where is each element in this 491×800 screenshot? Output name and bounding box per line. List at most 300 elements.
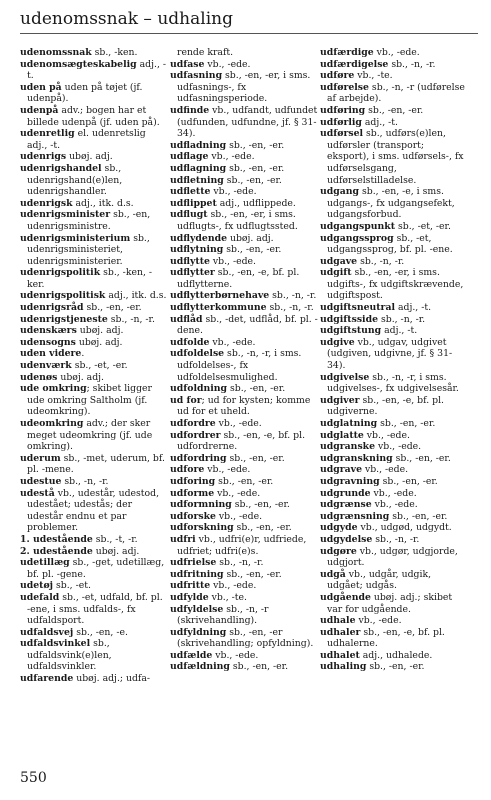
entry-headword: udgift xyxy=(320,267,352,279)
entry-headword: udforskning xyxy=(170,522,234,534)
entry-definition: sb., -en, -er. xyxy=(229,661,289,673)
dictionary-entry xyxy=(20,534,168,546)
dictionary-entry xyxy=(20,453,168,476)
entry-headword: udetillæg xyxy=(20,557,70,569)
entry-definition: vb., -ede. xyxy=(210,186,257,198)
entry-definition: . xyxy=(81,348,85,360)
entry-headword: udensogns xyxy=(20,336,76,348)
dictionary-entry xyxy=(170,267,318,290)
entry-definition: sb., -en, -er. xyxy=(366,661,425,673)
dictionary-entry xyxy=(320,105,468,117)
dictionary-entry xyxy=(320,82,468,105)
entry-definition: sb., -en, -er. xyxy=(223,244,282,256)
entry-headword: udgyde xyxy=(320,522,358,534)
dictionary-entry xyxy=(320,476,468,488)
entry-definition: sb., -et. xyxy=(53,580,91,592)
entry-definition: sb., -det, udflåd, bf. pl. -dene. xyxy=(177,313,318,337)
entry-headword: udgrunde xyxy=(320,487,371,499)
dictionary-entry xyxy=(320,534,468,546)
dictionary-entry xyxy=(170,302,318,314)
entry-definition: vb., -ede. xyxy=(215,510,263,522)
entry-headword: udgranske xyxy=(320,441,376,453)
entry-headword: udforing xyxy=(170,475,216,487)
entry-definition: sb., -n, -r. xyxy=(216,557,264,569)
entry-headword: udfordre xyxy=(170,418,216,429)
entry-definition: adj., udhalede. xyxy=(359,649,433,661)
entry-definition: vb., -ede. xyxy=(215,418,262,429)
dictionary-entry xyxy=(20,546,168,558)
dictionary-entry xyxy=(320,325,468,337)
dictionary-entry xyxy=(320,337,468,372)
entry-definition: vb., udgød, udgydt. xyxy=(357,522,452,534)
dictionary-entry xyxy=(170,233,318,245)
dictionary-entry xyxy=(320,418,468,430)
entry-definition: sb., -n, -r, i sms. udgivelses-, fx udgivelsesår. xyxy=(327,371,459,395)
entry-definition: vb., udgør, udgjorde, udgjort. xyxy=(327,545,458,569)
entry-definition: ; ud for kysten; komme ud for et uheld. xyxy=(177,394,311,418)
entry-definition: sb., -n, -r, i sms. udfoldelses-, fx udfoldelsesmulighed. xyxy=(177,348,302,383)
dictionary-entry xyxy=(170,314,318,337)
entry-headword: udgrænsning xyxy=(320,510,390,522)
entry-definition: sb., -en, -er. xyxy=(365,104,424,116)
dictionary-entry xyxy=(20,638,168,673)
entry-definition: uden på tøjet (jf. udenpå). xyxy=(27,81,143,105)
entry-headword: udflytterkommune xyxy=(170,302,267,314)
dictionary-entry xyxy=(20,488,168,534)
entry-definition: sb., -et, -er. xyxy=(395,220,451,232)
entry-headword: 2. udestående xyxy=(20,545,93,557)
entry-headword: udgydelse xyxy=(320,533,373,545)
entry-definition: vb., -te. xyxy=(208,591,247,603)
entry-headword: udetøj xyxy=(20,580,54,592)
entry-headword: udflage xyxy=(170,151,209,163)
dictionary-entry xyxy=(320,256,468,268)
entry-headword: udgiftstung xyxy=(320,325,382,337)
entry-definition: vb., udestår, udestod, udestået; udestås; der udestår endnu et par problemer. xyxy=(27,487,160,534)
dictionary-entry xyxy=(170,348,318,383)
entry-definition: sb., -en, -er (skrivehandling; opfyldning). xyxy=(177,626,314,650)
dictionary-entry xyxy=(20,233,168,268)
entry-definition: sb., -en, udenrigsministre. xyxy=(27,209,151,232)
dictionary-entry xyxy=(320,522,468,534)
entry-headword: udhaling xyxy=(320,661,367,673)
entry-definition: ; skibet ligger ude omkring Saltholm (jf. udeomkring). xyxy=(27,383,152,418)
dictionary-column-1 xyxy=(20,47,168,685)
entry-definition: sb., -et, -er. xyxy=(71,360,128,372)
entry-definition: adj., -t. xyxy=(27,58,167,82)
page-number: 550 xyxy=(20,770,47,786)
entry-headword: udgangspunkt xyxy=(320,220,396,232)
entry-definition: sb., udenrigshand(e)len, udenrigshandler. xyxy=(27,162,123,198)
entry-definition: ubøj. adj. xyxy=(227,232,274,244)
entry-definition: sb., -get, udetillæg, bf. pl. -gene. xyxy=(27,557,165,580)
dictionary-entry xyxy=(20,314,168,326)
entry-definition: sb., -ken, -ker. xyxy=(27,267,152,290)
entry-headword: udflåd xyxy=(170,313,203,325)
entry-headword: udflugt xyxy=(170,209,208,221)
entry-headword: udenrigsminister xyxy=(20,209,111,221)
dictionary-entry xyxy=(20,198,168,210)
entry-headword: udglatte xyxy=(320,429,364,441)
entry-headword: udgranskning xyxy=(320,452,393,464)
dictionary-entry xyxy=(20,82,168,105)
entry-headword: udfyldelse xyxy=(170,603,224,615)
dictionary-entry xyxy=(320,314,468,326)
dictionary-entry xyxy=(170,244,318,256)
entry-definition: sb., udfaldsvink(e)len, udfaldsvinkler. xyxy=(27,638,112,673)
entry-definition: sb., -n, -r. xyxy=(378,313,426,325)
entry-definition: sb., -met, uderum, bf. pl. -mene. xyxy=(27,452,165,476)
dictionary-entry xyxy=(20,59,168,82)
entry-headword: udflytning xyxy=(170,244,224,256)
entry-headword: udfrielse xyxy=(170,557,217,569)
dictionary-entry xyxy=(20,151,168,163)
entry-headword: udenpå xyxy=(20,104,59,116)
dictionary-entry xyxy=(20,105,168,128)
entry-headword: udflette xyxy=(170,186,211,198)
entry-definition: sb., -en, -er, i sms. udgifts-, fx udgiftskrævende, udgiftspost. xyxy=(327,267,464,302)
dictionary-entry xyxy=(320,441,468,453)
entry-headword: uden på xyxy=(20,81,62,93)
dictionary-entry xyxy=(170,534,318,557)
entry-headword: udflagning xyxy=(170,162,227,174)
dictionary-entry xyxy=(170,592,318,604)
dictionary-entry xyxy=(170,198,318,210)
entry-headword: udfinde xyxy=(170,104,210,116)
dictionary-entry xyxy=(320,302,468,314)
entry-definition: vb., -te. xyxy=(354,70,393,82)
dictionary-entry xyxy=(320,464,468,476)
entry-definition: sb., -en, -er. xyxy=(223,568,282,580)
entry-headword: udenøs xyxy=(20,371,58,383)
entry-headword: udgøre xyxy=(320,545,357,557)
entry-definition: vb., -ede. xyxy=(375,441,422,453)
entry-definition: sb., -t, -r. xyxy=(92,533,138,545)
entry-definition: vb., -ede. xyxy=(371,499,418,511)
entry-definition: sb., -en, -er. xyxy=(231,499,290,511)
entry-definition: vb., -ede. xyxy=(210,580,257,592)
dictionary-entry xyxy=(20,302,168,314)
entry-definition: vb., -ede. xyxy=(209,336,256,348)
entry-headword: udfoldelse xyxy=(170,348,225,360)
dictionary-entry xyxy=(170,70,318,105)
dictionary-entry xyxy=(320,592,468,615)
entry-definition: sb., -en, -e. xyxy=(73,626,128,638)
entry-headword: udforske xyxy=(170,510,216,522)
entry-definition: sb., -ken. xyxy=(91,47,138,58)
entry-definition: adv.; bogen har et billede udenpå (jf. uden på). xyxy=(27,104,160,128)
entry-headword: udfolde xyxy=(170,336,210,348)
entry-definition: vb., -ede. xyxy=(204,58,251,70)
entry-headword: ud for xyxy=(170,394,202,406)
entry-headword: udenrigs xyxy=(20,151,67,163)
entry-headword: udenrigsråd xyxy=(20,302,84,314)
entry-definition: ubøj. adj.; udfa- xyxy=(73,673,151,685)
entry-headword: udflytte xyxy=(170,255,210,267)
entry-definition: sb., -n, -r. xyxy=(266,302,314,314)
dictionary-entry xyxy=(320,569,468,592)
entry-headword: udfordring xyxy=(170,452,227,464)
entry-headword: udefald xyxy=(20,591,60,603)
entry-definition: vb., -ede. xyxy=(209,255,257,267)
dictionary-entry xyxy=(20,627,168,639)
entry-headword: udenværk xyxy=(20,360,72,372)
entry-definition: sb., -en, -er. xyxy=(215,475,274,487)
entry-definition: adj., -t. xyxy=(361,116,398,128)
dictionary-entry xyxy=(20,209,168,232)
dictionary-entry xyxy=(320,117,468,129)
entry-definition: sb., -en, -e, bf. pl. udgiverne. xyxy=(327,394,445,418)
entry-definition: sb., -n, -r. xyxy=(269,290,317,302)
dictionary-entry xyxy=(170,395,318,418)
dictionary-entry xyxy=(320,47,468,59)
dictionary-entry xyxy=(320,511,468,523)
dictionary-entry xyxy=(170,627,318,650)
dictionary-entry xyxy=(320,430,468,442)
entry-headword: udfase xyxy=(170,58,205,70)
dictionary-entry xyxy=(20,348,168,360)
entry-headword: udføre xyxy=(320,70,355,82)
entry-definition: sb., -n, -r. xyxy=(357,255,405,267)
entry-definition: sb., -en, -er. xyxy=(223,174,282,186)
dictionary-entry xyxy=(20,325,168,337)
dictionary-entry xyxy=(170,604,318,627)
entry-definition: ubøj. adj. xyxy=(76,325,124,337)
entry-headword: udfældning xyxy=(170,661,230,673)
dictionary-entry xyxy=(320,59,468,71)
header-rule xyxy=(20,33,478,34)
entry-definition: vb., -ede. xyxy=(208,151,255,163)
entry-headword: udfærdigelse xyxy=(320,58,389,70)
entry-headword: udgravning xyxy=(320,475,380,487)
dictionary-entry xyxy=(170,140,318,152)
dictionary-entry xyxy=(20,128,168,151)
entry-headword: udfletning xyxy=(170,174,224,186)
entry-definition: adj., udflippede. xyxy=(216,197,296,209)
entry-definition: vb., udgav, udgivet (udgiven, udgivne, jf. § 31-34). xyxy=(327,336,453,372)
entry-definition: sb., -en, -e, bf. pl. udflytterne. xyxy=(177,267,300,290)
dictionary-entry xyxy=(170,580,318,592)
dictionary-entry xyxy=(170,209,318,232)
entry-definition: vb., -ede. xyxy=(204,464,251,476)
entry-definition: sb., -n, -r. xyxy=(107,313,155,325)
entry-headword: udførsel xyxy=(320,128,364,140)
entry-headword: udgang xyxy=(320,186,360,198)
dictionary-entry xyxy=(170,488,318,500)
dictionary-entry xyxy=(20,418,168,453)
entry-definition: sb., -n, -r. xyxy=(61,475,109,487)
entry-headword: udflytter xyxy=(170,267,215,279)
entry-headword: udeomkring xyxy=(20,418,84,429)
entry-definition: adj., -t. xyxy=(395,302,432,314)
entry-definition: adj., -t. xyxy=(381,325,418,337)
entry-headword: udførelse xyxy=(320,81,369,93)
entry-headword: udestue xyxy=(20,475,62,487)
entry-headword: udfri xyxy=(170,533,196,545)
dictionary-entry xyxy=(170,464,318,476)
dictionary-entry xyxy=(170,151,318,163)
dictionary-entry xyxy=(20,290,168,302)
dictionary-entry xyxy=(320,499,468,511)
dictionary-entry xyxy=(320,233,468,256)
entry-definition: sb., -en, -er. xyxy=(389,510,448,522)
entry-headword: udforme xyxy=(170,487,215,499)
entry-headword: udfore xyxy=(170,464,205,476)
entry-headword: udenrigstjeneste xyxy=(20,313,108,325)
entry-headword: udflydende xyxy=(170,232,228,244)
entry-headword: udfærdige xyxy=(320,47,374,58)
dictionary-entry xyxy=(20,267,168,290)
entry-headword: udestå xyxy=(20,487,55,499)
dictionary-entry xyxy=(20,476,168,488)
entry-definition: sb., -en, -er. xyxy=(83,302,142,314)
dictionary-entry xyxy=(170,337,318,349)
entry-definition: sb., -en, -er. xyxy=(379,475,438,487)
dictionary-entry xyxy=(320,615,468,627)
entry-definition: sb., -en, -er, i sms. udflugts-, fx udflugtssted. xyxy=(177,209,298,232)
dictionary-entry xyxy=(20,163,168,198)
entry-definition: ubøj. adj.; skibet var for udgående. xyxy=(327,591,453,615)
entry-definition: sb., -n, -r (skrivehandling). xyxy=(177,603,269,627)
dictionary-entry xyxy=(170,661,318,673)
dictionary-entry xyxy=(170,105,318,140)
entry-definition: vb., -ede. xyxy=(214,487,261,499)
dictionary-entry xyxy=(170,47,318,59)
entry-headword: udflippet xyxy=(170,197,217,209)
dictionary-entry xyxy=(170,186,318,198)
entry-definition: sb., -en, -e, bf. pl. udfordrerne. xyxy=(177,429,306,453)
entry-headword: udhaler xyxy=(320,626,361,638)
entry-headword: udgiver xyxy=(320,394,360,406)
dictionary-entry xyxy=(20,372,168,384)
entry-headword: udgå xyxy=(320,568,346,580)
entry-definition: sb., -en, -e, bf. pl. udhalerne. xyxy=(327,626,445,650)
entry-definition: sb., -n, -r (udførelse af arbejde). xyxy=(327,81,465,105)
entry-definition: sb., udenrigsministeriet, udenrigsministerier. xyxy=(27,232,150,267)
entry-headword: udgående xyxy=(320,591,371,603)
page-header-title: udenomssnak – udhaling xyxy=(20,9,233,29)
entry-headword: udhalet xyxy=(320,649,360,661)
dictionary-entry xyxy=(170,418,318,430)
dictionary-entry xyxy=(20,673,168,685)
dictionary-entry xyxy=(320,650,468,662)
dictionary-entry xyxy=(170,557,318,569)
dictionary-entry xyxy=(170,453,318,465)
entry-definition: vb., udfri(e)r, udfriede, udfriet; udfri(e)s. xyxy=(177,533,307,557)
dictionary-entry xyxy=(20,557,168,580)
entry-definition: adj., itk. d.s. xyxy=(72,197,134,209)
entry-headword: udflytterbørnehave xyxy=(170,290,270,302)
entry-headword: udenomssnak xyxy=(20,47,92,58)
entry-headword: udfarende xyxy=(20,673,74,685)
dictionary-entry xyxy=(170,650,318,662)
dictionary-entry xyxy=(320,488,468,500)
dictionary-entry xyxy=(170,383,318,395)
entry-headword: udenrigsk xyxy=(20,197,73,209)
entry-definition: rende kraft. xyxy=(177,47,234,58)
entry-headword: udenrigshandel xyxy=(20,162,102,174)
dictionary-entry xyxy=(320,661,468,673)
dictionary-entry xyxy=(170,476,318,488)
entry-headword: udføring xyxy=(320,104,366,116)
entry-definition: sb., -en, -er. xyxy=(226,162,285,174)
entry-headword: udfoldning xyxy=(170,383,228,395)
entry-definition: vb., udgår, udgik, udgået; udgås. xyxy=(327,568,432,592)
entry-definition: vb., -ede. xyxy=(373,47,420,58)
entry-definition: adj., itk. d.s. xyxy=(105,290,167,302)
entry-definition: vb., -ede. xyxy=(370,487,417,499)
dictionary-entry xyxy=(20,383,168,418)
dictionary-entry xyxy=(20,47,168,59)
entry-definition: vb., udfandt, udfundet (udfunden, udfundne, jf. § 31-34). xyxy=(177,104,318,140)
dictionary-entry xyxy=(20,337,168,349)
dictionary-entry xyxy=(170,163,318,175)
entry-definition: sb., -en, -e, i sms. udgangs-, fx udgangsefekt, udgangsforbud. xyxy=(327,186,455,221)
entry-definition: sb., -en, -er. xyxy=(226,139,285,151)
entry-definition: sb., -en, -er. xyxy=(377,418,436,429)
dictionary-entry xyxy=(320,546,468,569)
entry-headword: udfasning xyxy=(170,70,223,82)
entry-definition: ubøj. adj. xyxy=(75,336,123,348)
entry-definition: sb., -et, udgangssprog, bf. pl. -ene. xyxy=(327,232,453,256)
entry-headword: udhale xyxy=(320,615,356,627)
entry-headword: udenskærs xyxy=(20,325,77,337)
entry-headword: udgrave xyxy=(320,464,362,476)
entry-headword: udfyldning xyxy=(170,626,227,638)
entry-headword: udenrigsministerium xyxy=(20,232,131,244)
dictionary-entry xyxy=(320,128,468,186)
entry-definition: sb., -en, -er, i sms. udfasnings-, fx udfasningsperiode. xyxy=(177,70,311,105)
dictionary-column-2 xyxy=(170,47,318,673)
entry-definition: sb., -en, -er. xyxy=(392,452,451,464)
entry-headword: udglatning xyxy=(320,418,378,429)
entry-headword: udgiftsneutral xyxy=(320,302,396,314)
entry-headword: udgivelse xyxy=(320,371,370,383)
dictionary-entry xyxy=(170,175,318,187)
dictionary-entry xyxy=(320,267,468,302)
entry-headword: 1. udestående xyxy=(20,533,93,545)
dictionary-entry xyxy=(320,627,468,650)
dictionary-entry xyxy=(170,569,318,581)
dictionary-entry xyxy=(20,592,168,627)
entry-definition: ubøj. adj. xyxy=(66,151,113,163)
entry-headword: udfritning xyxy=(170,568,224,580)
dictionary-entry xyxy=(20,580,168,592)
entry-definition: vb., -ede. xyxy=(212,649,259,661)
entry-definition: sb., udførs(e)len, udførsler (transport; eksport), i sms. udførsels-, fx udførselsgang, udførselstilladelse. xyxy=(327,128,464,186)
entry-definition: sb., -en, -er. xyxy=(227,383,286,395)
dictionary-column-3 xyxy=(320,47,468,673)
entry-headword: udfaldsvej xyxy=(20,626,74,638)
entry-headword: udfladning xyxy=(170,139,227,151)
dictionary-entry xyxy=(170,290,318,302)
entry-headword: udfritte xyxy=(170,580,211,592)
dictionary-entry xyxy=(320,70,468,82)
entry-headword: uderum xyxy=(20,452,61,464)
entry-headword: udenomsægteskabelig xyxy=(20,58,137,70)
entry-headword: udfylde xyxy=(170,591,209,603)
entry-definition: vb., -ede. xyxy=(363,429,410,441)
dictionary-entry xyxy=(170,522,318,534)
dictionary-entry xyxy=(320,221,468,233)
entry-headword: udgive xyxy=(320,336,355,348)
entry-headword: udenrigspolitisk xyxy=(20,290,106,302)
dictionary-entry xyxy=(20,360,168,372)
entry-headword: udførlig xyxy=(320,116,362,128)
entry-headword: udgrænse xyxy=(320,499,372,511)
entry-definition: sb., -et, udfald, bf. pl. -ene, i sms. udfalds-, fx udfaldsport. xyxy=(27,591,163,627)
dictionary-entry xyxy=(170,499,318,511)
